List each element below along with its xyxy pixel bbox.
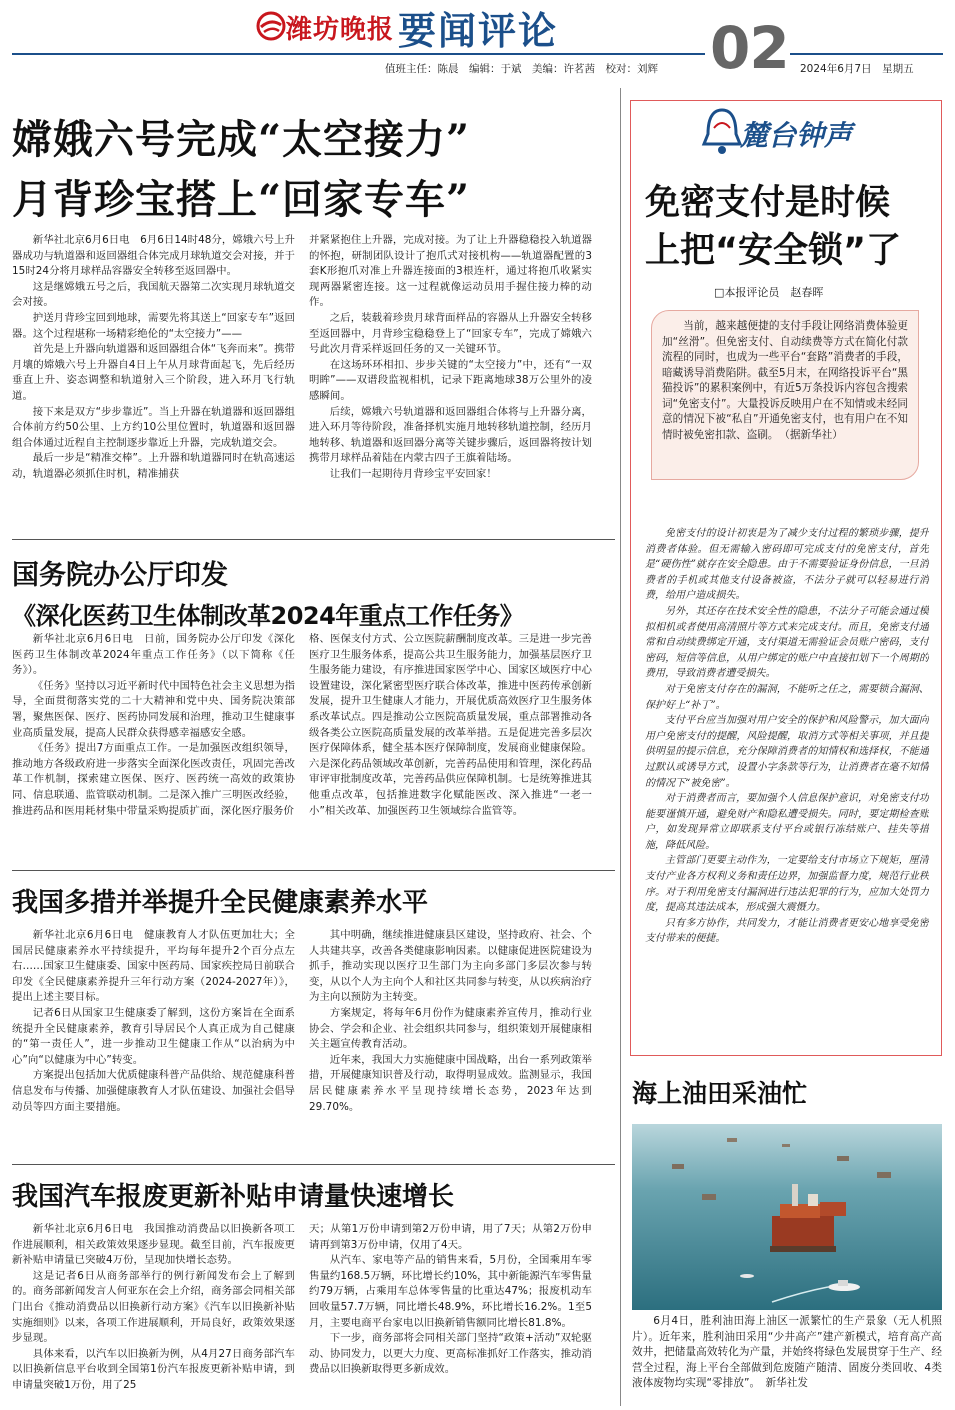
photo-caption-block [632,1314,942,1406]
oilfield-photo [632,1124,942,1310]
section-title: 要闻评论 [398,8,559,53]
article1-para: 护送月背珍宝回到地球，需要先将其送上“回家专车”返回器。这个过程堪称一场精彩绝伦的“太空接力”—— [12,311,295,340]
article1-para: 在这场环环相扣、步步关键的“太空接力”中，还有“一双明眸”——双谱段监视相机，记录下距离地球38万公里外的凌感瞬间。 [309,358,592,402]
divider [12,870,615,871]
article1-para: 这是继嫦娥五号之后，我国航天器第二次实现月球轨道交会对接。 [12,280,295,309]
article4-para: 这是记者6日从商务部举行的例行新闻发布会上了解到的。商务部新闻发言人何亚东在会上介绍，商务部会同相关部门出台《推动消费品以旧换新行动方案》《汽车以旧换新补贴实施细则》以来，各项工作进展顺利，开局良好，政策效果逐步显现。 [12,1269,295,1345]
article2-para: 新华社北京6月6日电 日前，国务院办公厅印发《深化医药卫生体制改革2024年重点工作任务》（以下简称《任务》）。 [12,633,295,677]
column-separator [620,88,621,1406]
article1-para: 让我们一起期待月背珍宝平安回家！ [329,467,497,480]
commentary-summary-text: 当前，越来越便捷的支付手段让网络消费体验更加“丝滑”。但免密支付、自动续费等方式在简化付款流程的同时，也成为一些平台“套路”消费者的手段，暗藏诱导消费陷阱。截至5月末，在网络投诉平台“黑猫投诉”的累积案例中，有近5万条投诉内容包含搜索词“免密支付”。大量投诉反映用户在不知情或未经同意的情况下被“私自”开通免密支付，也有用户在不知情时被免密扣款、盗刷。 [662,320,908,441]
oilfield-photo-image [632,1124,942,1310]
commentary-para: 对于消费者而言，要加强个人信息保护意识，对免密支付功能要谨慎开通，避免财产和隐私遭受损失。同时，要定期检查账户，如发现异常立即联系支付平台或银行冻结账户、挂失等措施，降低风险。 [645,793,929,851]
article2-column2 [309,632,592,862]
commentary-para: 主管部门更要主动作为，一定要给支付市场立下规矩，厘清支付产业各方权利义务和责任边界，加强监督力度，规范行业秩序。对于利用免密支付漏洞进行违法犯罪的行为，应加大处罚力度，提高其违法成本，形成强大震慑力。 [645,855,929,914]
article3-para: 新华社北京6月6日电 健康教育人才队伍更加壮大；全国居民健康素养水平持续提升，平均每年提升2个百分点左右……国家卫生健康委、国家中医药局、国家疾控局日前联合印发《全民健康素养提升三年行动方案（2024-2027年）》，提出上述主要目标。 [12,929,295,1004]
commentary-summary-box [651,310,919,480]
divider [12,1164,615,1165]
paper-logo-icon [255,10,287,42]
article4-para: 具体来看，以汽车以旧换新为例，从4月27日商务部汽车以旧换新信息平台收到全国第1份汽车报废更新补贴申请，到申请量突破1万份，用了25 [12,1347,295,1391]
article2-para: 《任务》坚持以习近平新时代中国特色社会主义思想为指导，全面贯彻落实党的二十大精神和党中央、国务院决策部署，聚焦医保、医疗、医药协同发展和治理，推动卫生健康事业高质量发展，提高人民群众获得感幸福感安全感。 [12,679,295,739]
commentary-title-line1: 免密支付是时候 [645,183,891,223]
masthead-line-top [12,53,705,55]
article3-para: 方案提出包括加大优质健康科普产品供给、规范健康科普信息发布与传播、加强健康教育人才队伍建设、加强社会倡导动员等四方面主要措施。 [12,1069,295,1113]
masthead-line-right [790,53,943,55]
article1-column2 [309,233,592,529]
article3-para: 近年来，我国大力实施健康中国战略，出台一系列政策举措，开展健康知识普及行动，取得明显成效。监测显示，我国居民健康素养水平呈现持续增长态势，2023年达到29.70%。 [309,1053,592,1113]
article2-para: 《任务》提出7方面重点工作。一是加强医改组织领导，推动地方各级政府进一步落实全面深化医改责任，巩固完善改革工作机制，探索建立医保、医疗、医药统一高效的政策协同、信息联通、监管联动机制。二是深入推广三明医改经验，推进药品和医用耗材集中带量采购提质扩面，深化医疗服务价 [12,742,295,817]
column-name: 麓台钟声 [740,119,853,152]
article4-column2 [309,1222,592,1406]
divider [12,539,615,540]
article4-para: 新华社北京6月6日电 我国推动消费品以旧换新各项工作进展顺利，相关政策效果逐步显现。截至目前，汽车报废更新补贴申请量已突破4万份，呈现加快增长态势。 [12,1223,295,1267]
article2-title-line2: 《深化医药卫生体制改革2024年重点工作任务》 [12,602,524,630]
article1-para: 后续，嫦娥六号轨道器和返回器组合体将与上升器分离，进入环月等待阶段，准备择机实施月地转移轨道控制，经历月地转移、轨道器和返回器分离等关键步骤后，返回器将按计划携带月球样品着陆在内蒙古四子王旗着陆场。 [309,405,592,465]
article3-column2 [309,928,592,1156]
article2-para: 格、医保支付方式、公立医院薪酬制度改革。三是进一步完善医疗卫生服务体系，提高公共卫生服务能力，加强基层医疗卫生服务能力建设，有序推进国家医学中心、国家区域医疗中心设置建设，深化紧密型医疗联合体改革，推进中医药传承创新发展，提升卫生健康人才能力，开展优质高效医疗卫生服务体系改革试点。四是推动公立医院高质量发展，重点部署推动各级各类公立医院高质量发展的改革举措。五是促进完善多层次医疗保障体系，健全基本医疗保障制度，发展商业健康保险。六是深化药品领域改革创新，完善药品使用和管理，深化药品审评审批制度改革，完善药品供应保障机制。七是统筹推进其他重点改革，包括推进数字化赋能医改、深入推进“一老一小”相关改革、加强医药卫生领域综合监管等。 [309,633,592,817]
issue-date: 2024年6月7日 星期五 [800,63,914,75]
paper-name: 潍坊晚报 [286,15,395,45]
commentary-summary [662,319,908,443]
article4-para: 下一步，商务部将会同相关部门坚持“政策+活动”双轮驱动、协同发力，以更大力度、更高标准抓好工作落实，推动消费品以旧换新取得更多新成效。 [309,1332,592,1376]
commentary-author: □本报评论员 赵春晖 [714,286,824,299]
article4-title: 我国汽车报废更新补贴申请量快速增长 [12,1182,455,1212]
article3-para: 方案规定，将每年6月份作为健康素养宣传月，推动行业协会、学会和企业、社会组织共同参与，组织策划开展健康相关主题宣传教育活动。 [309,1006,592,1051]
article4-para: 天；从第1万份申请到第2万份申请，用了7天；从第2万份申请再到第3万份申请，仅用了4天。 [309,1223,592,1251]
article3-para: 其中明确，继续推进健康县区建设，坚持政府、社会、个人共建共享，改善各类健康影响因素。以健康促进医院建设为抓手，推动实现以医疗卫生部门为主向多部门多层次参与转变，从以个人为主向个人和社区共同参与转变，从以疾病治疗为主向以预防为主转变。 [309,929,592,1004]
article1-para: 并紧紧抱住上升器，完成对接。为了让上升器稳稳投入轨道器的怀抱，研制团队设计了抱爪式对接机构——轨道器配置的3套K形抱爪对准上升器连接面的3根连杆，通过将抱爪收紧实现两器紧密连接。这一过程就像运动员用手握住接力棒的动作。 [309,234,592,309]
photo-title: 海上油田采油忙 [632,1079,808,1108]
article1-para: 新华社北京6月6日电 6月6日14时48分，嫦娥六号上升器成功与轨道器和返回器组合体完成月球轨道交会对接，并于15时24分将月球样品容器安全转移至返回器中。 [12,234,295,278]
article3-para: 记者6日从国家卫生健康委了解到，这份方案旨在全面系统提升全民健康素养，教育引导居民个人真正成为自己健康的“第一责任人”，进一步推动卫生健康工作从“以治病为中心”向“以健康为中心”转变。 [12,1006,295,1066]
credits-line: 值班主任：陈晨 编辑：于斌 美编：许茗茜 校对：刘辉 [385,63,658,75]
bell-icon [700,106,744,158]
photo-caption: 6月4日，胜利油田海上油区一派繁忙的生产景象（无人机照片）。近年来，胜利油田采用“少井高产”建产新模式，培育高产高效井，把储量高效转化为产量，并始终将绿色发展贯穿于生产、经营全过程，海上平台全部做到危废随产随清、固废分类回收、4类液体废物均实现“零排放”。 新华社发 [632,1315,942,1390]
article2-title-line1: 国务院办公厅印发 [12,560,228,591]
commentary-para: 只有多方协作，共同发力，才能让消费者更安心地享受免密支付带来的便捷。 [645,917,929,945]
article2-column1 [12,632,295,862]
article3-title: 我国多措并举提升全民健康素养水平 [12,888,429,918]
article1-para: 接下来是双方“步步靠近”。当上升器在轨道器和返回器组合体前方约50公里、上方约10公里位置时，轨道器和返回器组合体通过近程自主控制逐步靠近上升器，完成轨道交会。 [12,405,295,449]
article3-column1 [12,928,295,1156]
commentary-para: 支付平台应当加强对用户安全的保护和风险警示，加大面向用户免密支付的提醒，风险提醒，取消方式等相关事项，并且提供明显的提示信息，充分保障消费者的知情权和选择权，不能通过默认或诱导方式，设置小字条款等行为，让消费者在毫不知情的情况下“被免密”。 [645,715,929,789]
page-number: 02 [710,14,789,82]
commentary-para: 对于免密支付存在的漏洞，不能听之任之，需要锁合漏洞、保护好上“补丁”。 [645,683,929,711]
masthead [0,0,955,82]
article1-title-line2: 月背珍宝搭上“回家专车” [12,176,471,223]
commentary-body [645,526,929,1046]
article1-column1 [12,233,295,529]
commentary-title-line2: 上把“安全锁”了 [645,231,902,271]
column-name-banner [700,104,890,160]
article1-para: 最后一步是“精准交棒”。上升器和轨道器同时在轨高速运动，轨道器必须抓住时机，精准捕获 [12,452,295,480]
article4-para: 从汽车、家电等产品的销售来看，5月份，全国乘用车零售量约168.5万辆，环比增长约10%，其中新能源汽车零售量约79万辆，占乘用车总体零售量的比重达47%；报废机动车回收量57.7万辆，同比增长48.9%，环比增长16.2%。1至5月，主要电商平台家电以旧换新销售额同比增长81.8%。 [309,1254,592,1329]
article4-column1 [12,1222,295,1406]
article1-para: 首先是上升器向轨道器和返回器组合体“飞奔而来”。携带月壤的嫦娥六号上升器自4日上午从月球背面起飞，先后经历垂直上升、姿态调整和轨道射入三个阶段，进入环月飞行轨道。 [12,343,295,402]
article1-title-line1: 嫦娥六号完成“太空接力” [12,116,471,163]
commentary-summary-source: （据新华社） [784,428,843,441]
commentary-para: 另外，其还存在技术安全性的隐患，不法分子可能会通过模拟相机或者使用高清照片等方式来完成支付。而且，免密支付通常和自动续费绑定开通，支付渠道无需验证会员账户密码，支付密码，短信等信息，从用户绑定的账户中直接扣划下一个周期的费用，导致消费者遭受损失。 [645,605,929,680]
article1-para: 之后，装载着珍贵月球背面样品的容器从上升器安全转移至返回器中，月背珍宝稳稳登上了“回家专车”，完成了嫦娥六号此次月背采样返回任务的又一关键环节。 [309,311,592,356]
commentary-para: 免密支付的设计初衷是为了减少支付过程的繁琐步骤，提升消费者体验。但无需输入密码即可完成支付的免密支付，首先是“硬伤性”就存在安全隐患。由于不需要验证身份信息，一旦消费者的手机或其他支付设备被盗，不法分子就可以轻易进行消费，给用户造成损失。 [645,528,929,602]
